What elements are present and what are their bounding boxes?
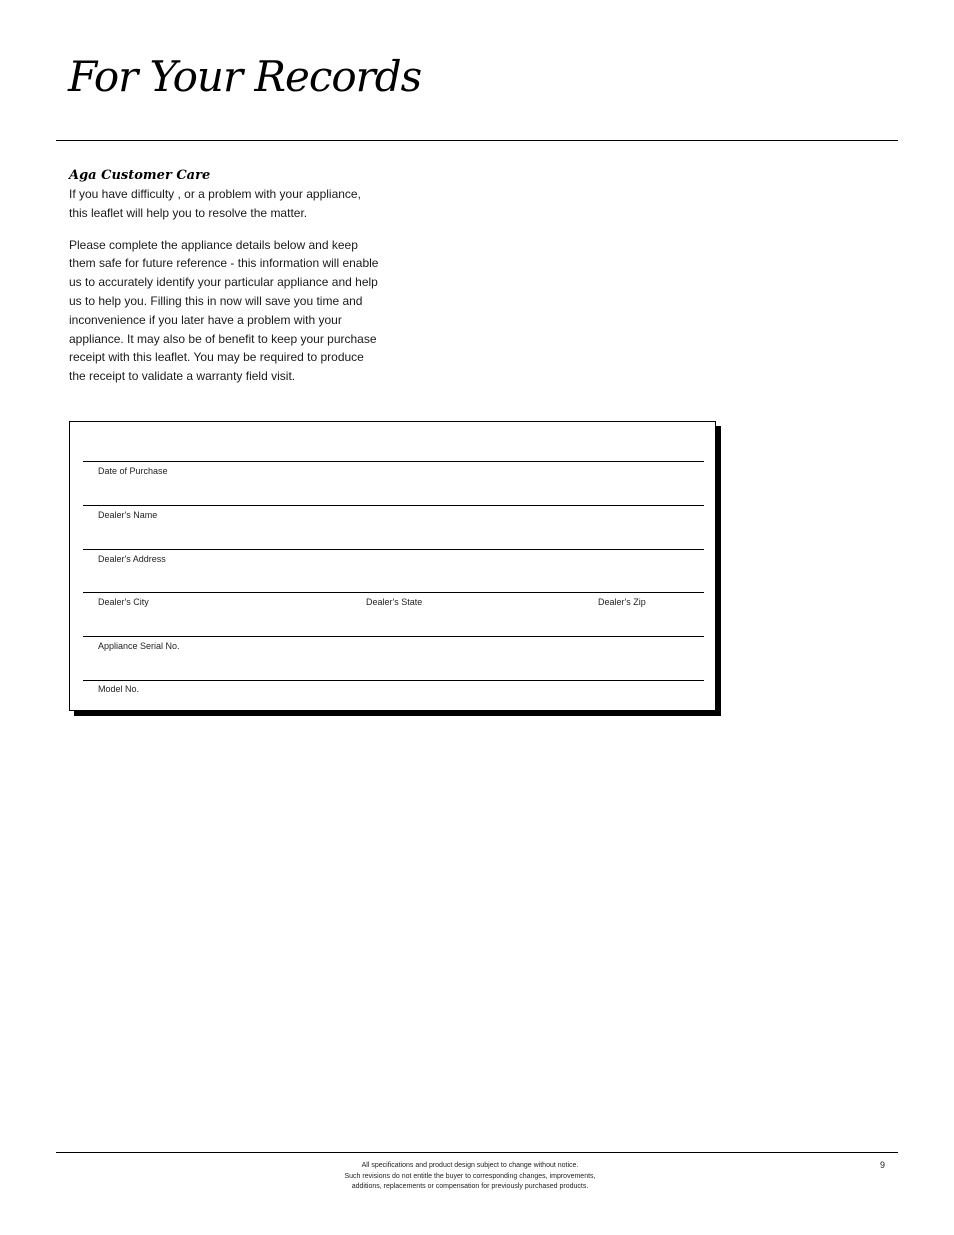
- serial-number-field[interactable]: [83, 636, 704, 657]
- serial-number-label: Appliance Serial No.: [98, 641, 180, 651]
- dealer-city-label: Dealer's City: [98, 597, 149, 607]
- dealer-zip-label: Dealer's Zip: [598, 597, 646, 607]
- intro-paragraph-2: Please complete the appliance details below and keep them safe for future reference - this information will enable us to accurately identify your particular appliance and help us to help you. Filling this in now will save you time and inconvenience if you later have a problem with your appliance. It may also be of benefit to keep your purchase receipt with this leaflet. You may be required to produce the receipt to validate a warranty field visit.: [69, 237, 379, 384]
- footer-line-1: All specifications and product design subject to change without notice.: [361, 1162, 579, 1169]
- intro-paragraph-1: If you have difficulty , or a problem with your appliance, this leaflet will help you to resolve the matter.: [69, 187, 361, 220]
- dealer-state-label: Dealer's State: [366, 597, 423, 607]
- header-divider: [56, 140, 898, 141]
- page-title: For Your Records: [68, 52, 422, 101]
- model-number-field[interactable]: [83, 680, 704, 701]
- appliance-details-form: [69, 421, 716, 711]
- footer-disclaimer: [290, 1161, 650, 1193]
- model-number-label: Model No.: [98, 684, 140, 694]
- intro-section: [69, 167, 379, 386]
- section-heading: Aga Customer Care: [69, 168, 211, 183]
- footer-divider: [56, 1152, 898, 1153]
- dealer-name-field[interactable]: [83, 505, 704, 526]
- page-number: 9: [880, 1160, 886, 1170]
- footer-line-2: Such revisions do not entitle the buyer to corresponding changes, improvements,: [344, 1172, 596, 1180]
- date-of-purchase-label: Date of Purchase: [98, 466, 168, 476]
- footer-line-3: additions, replacements or compensation for previously purchased products.: [351, 1183, 589, 1190]
- dealer-name-label: Dealer's Name: [98, 510, 158, 520]
- date-of-purchase-field[interactable]: [83, 461, 704, 482]
- dealer-location-row[interactable]: [83, 592, 704, 613]
- dealer-address-label: Dealer's Address: [98, 554, 166, 564]
- dealer-address-field[interactable]: [83, 549, 704, 570]
